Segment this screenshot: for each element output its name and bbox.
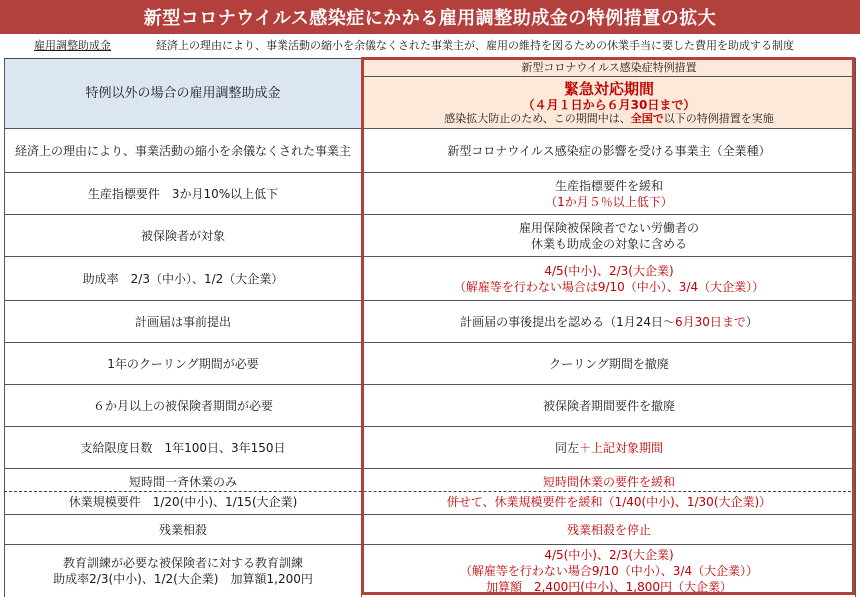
comparison-table xyxy=(4,58,856,596)
row-right-line: 休業も助成金の対象に含める xyxy=(530,236,687,251)
dashed-divider xyxy=(4,491,856,492)
row-left: 経済上の理由により、事業活動の縮小を余儀なくされた事業主 xyxy=(4,129,362,172)
row-right-line: 計画届の事後提出を認める（1月24日～6月30日まで） xyxy=(460,314,758,329)
row-right-line: 併せて、休業規模要件を緩和（1/40(中小)、1/30(大企業)） xyxy=(446,494,772,509)
row-right-line: 短時間休業の要件を緩和 xyxy=(542,474,675,489)
row-left-line: 休業規模要件 1/20(中小)、1/15(大企業) xyxy=(68,494,298,509)
table-row xyxy=(4,343,856,385)
row-right-line: （解雇等を行わない場合は9/10（中小）、3/4（大企業）） xyxy=(453,279,765,294)
subheader xyxy=(0,34,860,56)
row-right: クーリング期間を撤廃 xyxy=(363,343,856,384)
row-left: 助成率 2/3（中小）、1/2（大企業） xyxy=(4,257,362,300)
row-right: 残業相殺を停止 xyxy=(363,515,856,544)
row-right-emphasis: 6月30日まで xyxy=(674,314,746,329)
row-right-line: 4/5(中小)、2/3(大企業) xyxy=(544,263,674,278)
row-right: 新型コロナウイルス感染症の影響を受ける事業主（全業種） xyxy=(363,129,856,172)
row-right xyxy=(363,173,856,214)
page-title: 新型コロナウイルス感染症にかかる雇用調整助成金の特例措置の拡大 xyxy=(0,0,860,34)
table-row xyxy=(4,427,856,469)
header-right xyxy=(363,59,856,128)
table-row xyxy=(4,301,856,343)
row-left: 1年のクーリング期間が必要 xyxy=(4,343,362,384)
table-row xyxy=(4,515,856,545)
row-right: 被保険者期間要件を撤廃 xyxy=(363,385,856,426)
header-right-caption: 新型コロナウイルス感染症特例措置 xyxy=(363,59,855,77)
table-header-row xyxy=(4,59,856,129)
row-left-line: 教育訓練が必要な被保険者に対する教育訓練 xyxy=(62,556,303,570)
row-right-line: （解雇等を行わない場合9/10（中小）、3/4（大企業）） xyxy=(459,564,759,578)
subheader-description: 経済上の理由により、事業活動の縮小を余儀なくされた事業主が、雇用の維持を図るための休業手当に要した費用を助成する制度 xyxy=(156,39,794,52)
row-right-line: 同左＋上記対象期間 xyxy=(554,440,664,455)
row-left: 支給限度日数 1年100日、3年150日 xyxy=(4,427,362,468)
subheader-term: 雇用調整助成金 xyxy=(34,39,111,52)
row-left-line: 短時間一斉休業のみ xyxy=(128,474,237,489)
row-right xyxy=(363,301,856,342)
row-left: 生産指標要件 3か月10%以上低下 xyxy=(4,173,362,214)
emergency-period-dates: （４月１日から６月30日まで） xyxy=(522,98,696,112)
table-row xyxy=(4,385,856,427)
row-right-line: 雇用保険被保険者でない労働者の xyxy=(518,220,699,235)
row-right xyxy=(363,427,856,468)
table-row xyxy=(4,215,856,257)
row-right-line: 4/5(中小)、2/3(大企業) xyxy=(544,548,674,562)
row-left-line: 助成率2/3(中小)、1/2(大企業) 加算額1,200円 xyxy=(53,572,313,586)
table-row xyxy=(4,545,856,597)
table-row xyxy=(4,469,856,515)
row-right-emphasis: ＋上記対象期間 xyxy=(579,440,664,455)
row-left: 計画届は事前提出 xyxy=(4,301,362,342)
row-left xyxy=(4,545,362,597)
header-note: 感染拡大防止のため、この期間中は、全国で以下の特例措置を実施 xyxy=(444,112,774,125)
emergency-period-label: 緊急対応期間 xyxy=(563,80,654,98)
row-right-line: 加算額 2,400円(中小)、1,800円（大企業） xyxy=(485,580,733,594)
table-row xyxy=(4,257,856,301)
row-right-line: 生産指標要件を緩和 xyxy=(554,178,663,193)
row-left: 被保険者が対象 xyxy=(4,215,362,256)
row-right xyxy=(363,215,856,256)
row-left: ６か月以上の被保険者期間が必要 xyxy=(4,385,362,426)
row-right xyxy=(363,545,856,597)
table-row xyxy=(4,173,856,215)
table-row xyxy=(4,129,856,173)
header-left: 特例以外の場合の雇用調整助成金 xyxy=(4,59,362,128)
row-left: 残業相殺 xyxy=(4,515,362,544)
header-note-emphasis: 全国で xyxy=(630,112,664,125)
row-right-line-emphasis: （1か月５％以上低下） xyxy=(545,194,673,209)
row-right xyxy=(363,257,856,300)
